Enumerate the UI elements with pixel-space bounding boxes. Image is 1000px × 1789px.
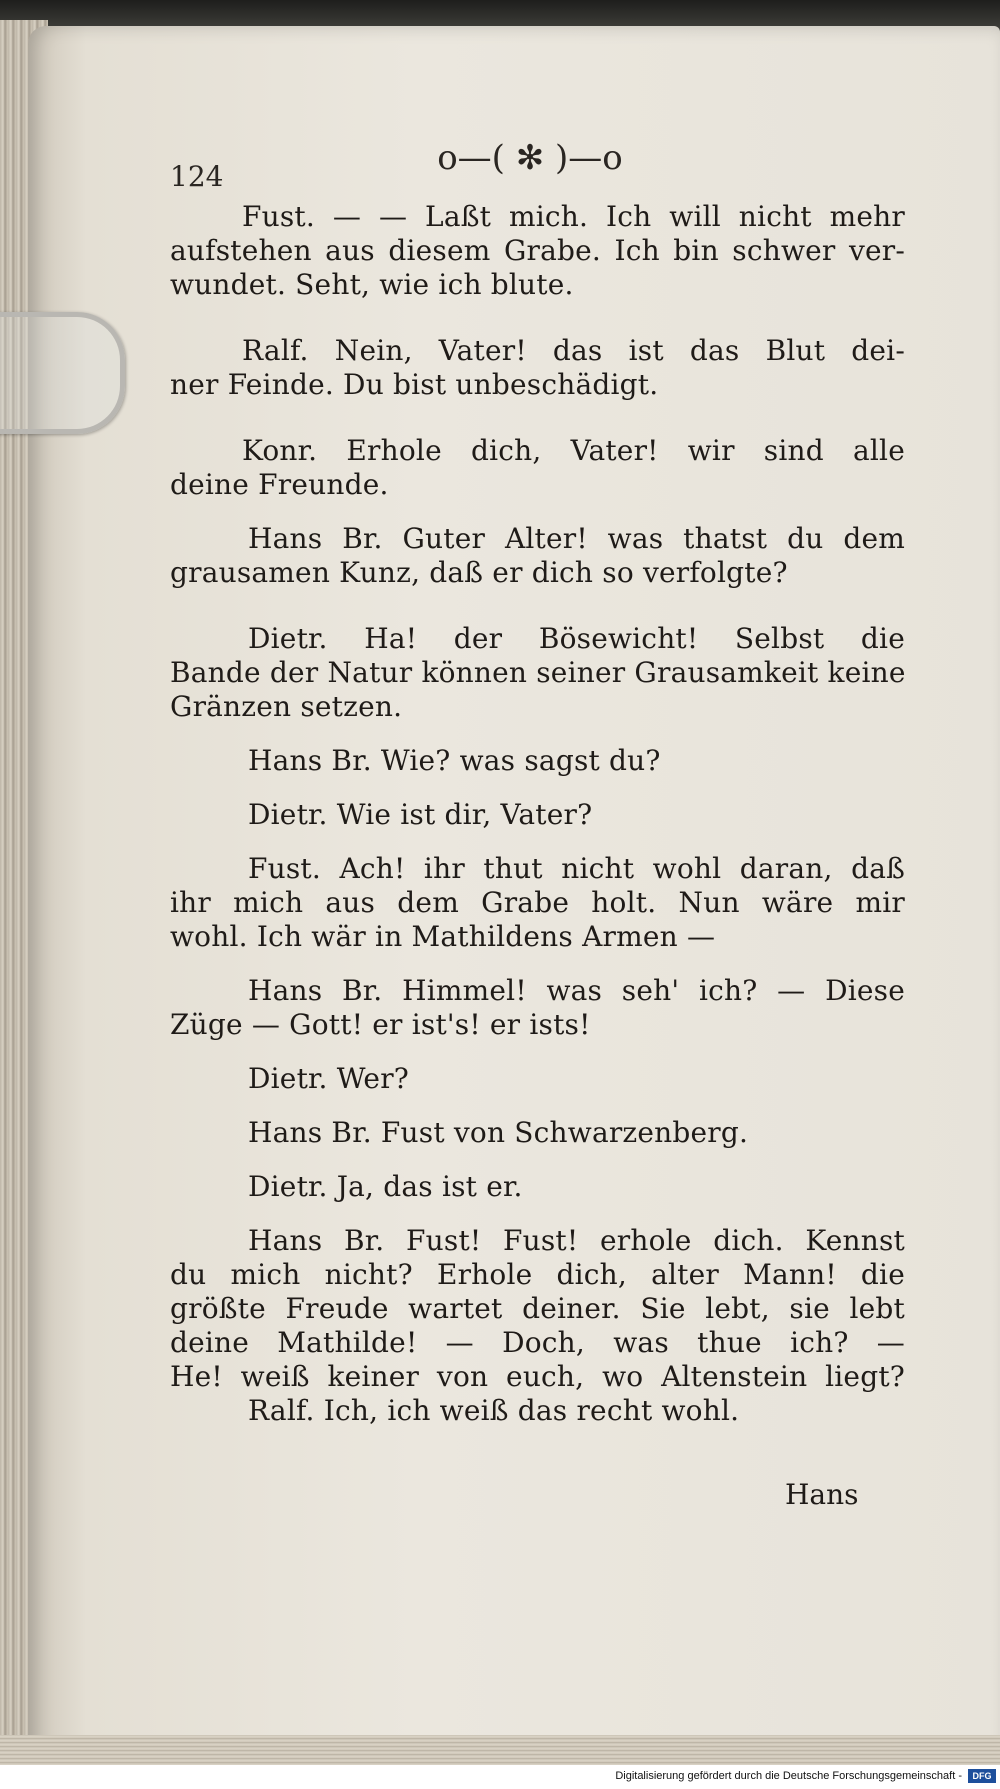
text-line: Gränzen setzen. [170,690,403,723]
text-line: größte Freude wartet deiner. Sie lebt, sie lebt [170,1292,905,1325]
text-line: Hans Br. Fust von Schwarzenberg. [248,1116,749,1149]
text-line: deine Mathilde! — Doch, was thue ich? — [170,1326,905,1359]
text-line: ihr mich aus dem Grabe holt. Nun wäre mir [170,886,905,919]
page-text [170,200,905,1428]
text-line: Ralf. Ich, ich weiß das recht wohl. [248,1394,740,1427]
footer-credit: Digitalisierung gefördert durch die Deutsche Forschungsgemeinschaft - [615,1770,962,1782]
text-line: Hans Br. Himmel! was seh' ich? — Diese [248,974,905,1007]
text-line: Fust. — — Laßt mich. Ich will nicht mehr [242,200,905,233]
text-line: aufstehen aus diesem Grabe. Ich bin schwer ver- [170,234,905,267]
text-line: He! weiß keiner von euch, wo Altenstein liegt? [170,1360,905,1393]
text-line: Konr. Erhole dich, Vater! wir sind alle [242,434,905,467]
text-line: Fust. Ach! ihr thut nicht wohl daran, daß [248,852,905,885]
text-line: Dietr. Wie ist dir, Vater? [248,798,593,831]
text-line: Dietr. Ja, das ist er. [248,1170,523,1203]
header-ornament: o—( ✻ )—o [437,138,623,178]
text-line: wohl. Ich wär in Mathildens Armen — [170,920,716,953]
catchword: Hans [785,1478,859,1511]
text-line: Dietr. Wer? [248,1062,409,1095]
text-line: deine Freunde. [170,468,389,501]
text-line: Bande der Natur können seiner Grausamkeit keine [170,656,906,689]
text-line: grausamen Kunz, daß er dich so verfolgte? [170,556,788,589]
text-line: Hans Br. Wie? was sagst du? [248,744,661,777]
text-line: Züge — Gott! er ist's! er ists! [170,1008,591,1041]
paper-clip-icon [0,312,125,434]
book-bottom-edge [0,1735,1000,1765]
text-line: du mich nicht? Erhole dich, alter Mann! die [170,1258,905,1291]
text-line: Ralf. Nein, Vater! das ist das Blut dei- [242,334,905,367]
dfg-logo-icon: DFG [968,1769,996,1783]
text-line: Dietr. Ha! der Bösewicht! Selbst die [248,622,905,655]
text-line: ner Feinde. Du bist unbeschädigt. [170,368,659,401]
text-line: Hans Br. Guter Alter! was thatst du dem [248,522,905,555]
text-line: Hans Br. Fust! Fust! erhole dich. Kennst [248,1224,905,1257]
text-line: wundet. Seht, wie ich blute. [170,268,574,301]
page-number: 124 [170,160,224,193]
